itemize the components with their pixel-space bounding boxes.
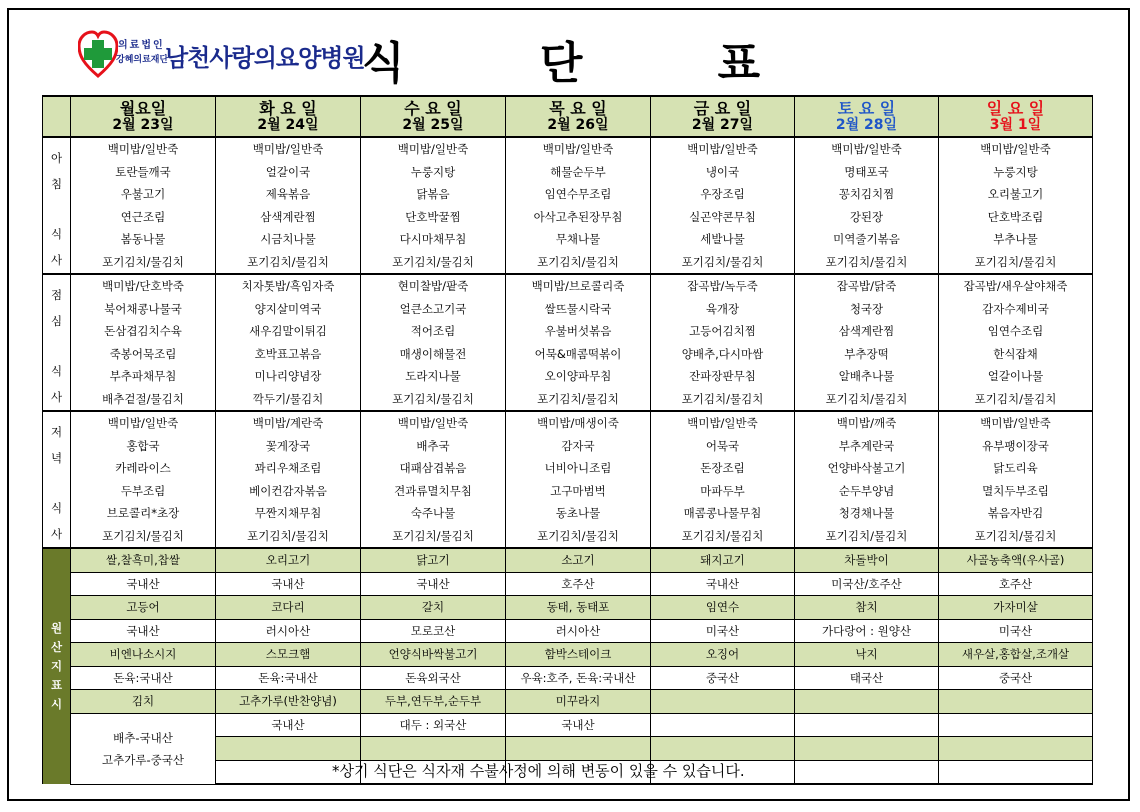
origin-cell: 미국산: [651, 619, 795, 643]
origin-cell: [939, 713, 1093, 737]
menu-item: 고등어김치찜: [651, 320, 795, 343]
menu-item: 치자톳밥/흑임자죽: [216, 274, 361, 298]
menu-item: 잔파장판무침: [651, 365, 795, 388]
menu-item: 어묵&매콤떡볶이: [506, 343, 651, 366]
menu-item: 해물순두부: [506, 161, 651, 184]
menu-item: 숙주나물: [361, 502, 506, 525]
menu-row: [43, 206, 1093, 229]
heart-cross-logo-icon: [78, 30, 118, 78]
menu-item: 너비아니조림: [506, 457, 651, 480]
menu-item: 토란들깨국: [71, 161, 216, 184]
menu-item: 꽃게장국: [216, 435, 361, 458]
menu-item: 알배추나물: [795, 365, 939, 388]
origin-cell: 참치: [795, 596, 939, 620]
day-name: 수 요 일: [404, 98, 462, 118]
menu-row: [43, 435, 1093, 458]
menu-item: 얼갈이나물: [939, 365, 1093, 388]
menu-row: [43, 320, 1093, 343]
menu-row: [43, 457, 1093, 480]
origin-row: [43, 596, 1093, 620]
origin-cell: 국내산: [71, 572, 216, 596]
origin-cell: [651, 713, 795, 737]
menu-item: 동초나물: [506, 502, 651, 525]
origin-cell: 김치: [71, 690, 216, 714]
menu-item: 포기김치/물김치: [651, 251, 795, 275]
menu-item: 닭도리육: [939, 457, 1093, 480]
menu-item: 포기김치/물김치: [361, 251, 506, 275]
menu-item: 유부팽이장국: [939, 435, 1093, 458]
origin-cell: 갈치: [361, 596, 506, 620]
day-date: 2월 28일: [835, 116, 898, 133]
menu-item: 미나리양념장: [216, 365, 361, 388]
day-date: 2월 23일: [112, 116, 174, 133]
origin-cell: 새우살,홍합살,조개살: [939, 643, 1093, 667]
menu-item: 깍두기/물김치: [216, 388, 361, 412]
logo-hospital-name: 남천사랑의요양병원: [165, 44, 365, 72]
menu-item: 세발나물: [651, 228, 795, 251]
menu-item: 대패삼겹볶음: [361, 457, 506, 480]
menu-item: 브로콜리*초장: [71, 502, 216, 525]
origin-cell: 쌀,찰흑미,찹쌀: [71, 548, 216, 572]
origin-cell: 호주산: [506, 572, 651, 596]
origin-cell: 돼지고기: [651, 548, 795, 572]
origin-cell: 모로코산: [361, 619, 506, 643]
menu-item: 양지살미역국: [216, 298, 361, 321]
logo-foundation-text: 강혜의료재단: [116, 55, 169, 65]
menu-item: 미역줄기볶음: [795, 228, 939, 251]
footnote: *상기 식단은 식자재 수불사정에 의해 변동이 있을 수 있습니다.: [332, 762, 745, 780]
day-name: 일 요 일: [986, 98, 1045, 118]
menu-item: 포기김치/물김치: [506, 251, 651, 275]
origin-cell: 언양식바싹불고기: [361, 643, 506, 667]
menu-item: 청경채나물: [795, 502, 939, 525]
menu-item: 육개장: [651, 298, 795, 321]
menu-item: 포기김치/물김치: [939, 525, 1093, 549]
menu-item: 매생이해물전: [361, 343, 506, 366]
menu-item: 부추파채무침: [71, 365, 216, 388]
menu-item: 명태포국: [795, 161, 939, 184]
menu-item: 포기김치/물김치: [939, 251, 1093, 275]
menu-item: 닭볶음: [361, 183, 506, 206]
day-header-row: [43, 96, 1093, 137]
menu-row: [43, 274, 1093, 298]
menu-item: 볶음자반김: [939, 502, 1093, 525]
origin-cell: [939, 737, 1093, 761]
menu-item: 백미밥/일반죽: [71, 137, 216, 161]
menu-item: 얼큰소고기국: [361, 298, 506, 321]
menu-row: [43, 365, 1093, 388]
menu-item: 포기김치/물김치: [71, 251, 216, 275]
menu-item: 백미밥/일반죽: [939, 411, 1093, 435]
origin-cell: 가자미살: [939, 596, 1093, 620]
menu-item: 잡곡밥/새우살야채죽: [939, 274, 1093, 298]
menu-item: 베이컨감자볶음: [216, 480, 361, 503]
menu-row: [43, 411, 1093, 435]
menu-item: 시금치나물: [216, 228, 361, 251]
vertical-label-text: 원 산 지 표 시: [50, 621, 63, 711]
origin-cell: 돈육:국내산: [216, 666, 361, 690]
origin-cell: 임연수: [651, 596, 795, 620]
menu-item: 봄동나물: [71, 228, 216, 251]
menu-row: [43, 502, 1093, 525]
menu-item: 포기김치/물김치: [506, 525, 651, 549]
menu-item: 고구마범벅: [506, 480, 651, 503]
day-name: 토 요 일: [837, 98, 896, 118]
origin-cell: 고등어: [71, 596, 216, 620]
menu-item: 백미밥/일반죽: [795, 137, 939, 161]
origin-row: [43, 572, 1093, 596]
menu-item: 부추나물: [939, 228, 1093, 251]
menu-item: 새우김말이튀김: [216, 320, 361, 343]
origin-cell: [795, 760, 939, 784]
origin-cell: 미국산/호주산: [795, 572, 939, 596]
menu-item: 쌀뜨물시락국: [506, 298, 651, 321]
menu-item: 죽봉어묵조림: [71, 343, 216, 366]
origin-cell: 사골농축액(우사골): [939, 548, 1093, 572]
menu-item: 배추국: [361, 435, 506, 458]
day-header: [506, 96, 651, 137]
menu-item: 포기김치/물김치: [361, 388, 506, 412]
origin-label: [43, 548, 71, 784]
origin-cell: 돈육외국산: [361, 666, 506, 690]
origin-cell: [651, 690, 795, 714]
menu-item: 우장조림: [651, 183, 795, 206]
origin-cell: [651, 737, 795, 761]
origin-cell: 국내산: [361, 572, 506, 596]
menu-row: [43, 137, 1093, 161]
menu-item: 오리불고기: [939, 183, 1093, 206]
day-date: 2월 27일: [691, 116, 754, 133]
menu-item: 부추계란국: [795, 435, 939, 458]
origin-cell: 낙지: [795, 643, 939, 667]
origin-cell: 오리고기: [216, 548, 361, 572]
menu-row: [43, 388, 1093, 412]
origin-cell: 대두 : 외국산: [361, 713, 506, 737]
menu-item: 양배추,다시마쌈: [651, 343, 795, 366]
origin-cell: 스모크햄: [216, 643, 361, 667]
origin-row: [43, 548, 1093, 572]
origin-cell: 동태, 동태포: [506, 596, 651, 620]
day-header: [651, 96, 795, 137]
menu-item: 다시마채무침: [361, 228, 506, 251]
origin-cell: 국내산: [506, 713, 651, 737]
menu-item: 현미찰밥/팥죽: [361, 274, 506, 298]
menu-item: 포기김치/물김치: [216, 525, 361, 549]
menu-row: [43, 298, 1093, 321]
origin-cell: 호주산: [939, 572, 1093, 596]
origin-cell: 중국산: [651, 666, 795, 690]
origin-note-line: 고추가루-중국산: [102, 752, 184, 767]
vertical-label-text: 아 침 식 사: [50, 150, 63, 267]
day-date: 2월 26일: [547, 116, 609, 133]
origin-row: [43, 713, 1093, 737]
menu-item: 무채나물: [506, 228, 651, 251]
origin-cell: 태국산: [795, 666, 939, 690]
menu-item: 백미밥/단호박죽: [71, 274, 216, 298]
menu-item: 잡곡밥/닭죽: [795, 274, 939, 298]
menu-item: 포기김치/물김치: [795, 388, 939, 412]
menu-item: 호박표고볶음: [216, 343, 361, 366]
origin-cell: 코다리: [216, 596, 361, 620]
menu-row: [43, 480, 1093, 503]
menu-item: 돈삼겹김치수육: [71, 320, 216, 343]
menu-item: 삼색계란찜: [216, 206, 361, 229]
day-header: [939, 96, 1093, 137]
menu-item: 오이양파무침: [506, 365, 651, 388]
vertical-label-text: 저 녁 식 사: [50, 424, 63, 541]
menu-item: 한식잡채: [939, 343, 1093, 366]
menu-item: 꽈리우채조림: [216, 457, 361, 480]
menu-item: 임연수무조림: [506, 183, 651, 206]
origin-cell: [795, 737, 939, 761]
menu-item: 삼색계란찜: [795, 320, 939, 343]
day-header: [361, 96, 506, 137]
menu-item: 부추장떡: [795, 343, 939, 366]
menu-item: 감자수제비국: [939, 298, 1093, 321]
menu-item: 북어채콩나물국: [71, 298, 216, 321]
menu-row: [43, 525, 1093, 549]
menu-item: 강된장: [795, 206, 939, 229]
menu-item: 백미밥/일반죽: [216, 137, 361, 161]
day-name: 목 요 일: [549, 98, 607, 118]
origin-cell: 두부,연두부,순두부: [361, 690, 506, 714]
origin-cell: 함박스테이크: [506, 643, 651, 667]
origin-cell: [939, 760, 1093, 784]
menu-item: 도라지나물: [361, 365, 506, 388]
origin-row: [43, 643, 1093, 667]
menu-item: 실곤약콘무침: [651, 206, 795, 229]
origin-cell: [795, 690, 939, 714]
day-header: [795, 96, 939, 137]
menu-item: 포기김치/물김치: [795, 525, 939, 549]
menu-item: 단호박조림: [939, 206, 1093, 229]
menu-item: 백미밥/브로콜리죽: [506, 274, 651, 298]
origin-cell: 국내산: [216, 572, 361, 596]
origin-cell: 국내산: [651, 572, 795, 596]
menu-item: 임연수조림: [939, 320, 1093, 343]
menu-item: 돈장조림: [651, 457, 795, 480]
menu-item: 매콤콩나물무침: [651, 502, 795, 525]
menu-row: [43, 343, 1093, 366]
origin-row: [43, 619, 1093, 643]
menu-item: 백미밥/매생이죽: [506, 411, 651, 435]
origin-cell: 국내산: [216, 713, 361, 737]
origin-cell: 오징어: [651, 643, 795, 667]
menu-item: 감자국: [506, 435, 651, 458]
menu-item: 마파두부: [651, 480, 795, 503]
origin-row: [43, 666, 1093, 690]
day-date: 2월 25일: [402, 116, 464, 133]
origin-cell: 돈육:국내산: [71, 666, 216, 690]
menu-item: 무짠지채무침: [216, 502, 361, 525]
menu-item: 언양바삭불고기: [795, 457, 939, 480]
origin-cell: 닭고기: [361, 548, 506, 572]
menu-item: 포기김치/물김치: [71, 525, 216, 549]
menu-item: 포기김치/물김치: [795, 251, 939, 275]
origin-cell: [506, 737, 651, 761]
menu-item: 견과류멸치무침: [361, 480, 506, 503]
origin-cell: 차돌박이: [795, 548, 939, 572]
menu-item: 우불고기: [71, 183, 216, 206]
menu-item: 아삭고추된장무침: [506, 206, 651, 229]
menu-item: 배추겉절/물김치: [71, 388, 216, 412]
menu-item: 백미밥/일반죽: [651, 411, 795, 435]
menu-item: 백미밥/일반죽: [939, 137, 1093, 161]
menu-item: 우불버섯볶음: [506, 320, 651, 343]
day-date: 3월 1일: [989, 116, 1042, 133]
origin-cell: 국내산: [71, 619, 216, 643]
menu-item: 두부조림: [71, 480, 216, 503]
menu-item: 연근조림: [71, 206, 216, 229]
origin-note-line: 배추-국내산: [113, 730, 173, 745]
origin-cell: [361, 737, 506, 761]
corner-cell: [43, 96, 71, 137]
hospital-logo: [78, 30, 365, 82]
menu-item: 적어조림: [361, 320, 506, 343]
origin-cell: 비엔나소시지: [71, 643, 216, 667]
menu-item: 잡곡밥/녹두죽: [651, 274, 795, 298]
origin-cell: 가다랑어 : 원양산: [795, 619, 939, 643]
origin-cell: 중국산: [939, 666, 1093, 690]
lunch-label: [43, 274, 71, 411]
menu-item: 포기김치/물김치: [651, 525, 795, 549]
menu-item: 단호박꿀찜: [361, 206, 506, 229]
menu-item: 홍합국: [71, 435, 216, 458]
origin-cell: 러시아산: [506, 619, 651, 643]
menu-item: 백미밥/일반죽: [361, 137, 506, 161]
menu-item: 멸치두부조림: [939, 480, 1093, 503]
menu-row: [43, 228, 1093, 251]
day-header: [71, 96, 216, 137]
page-title: 식 단 표: [362, 38, 821, 89]
menu-item: 제육볶음: [216, 183, 361, 206]
menu-row: [43, 183, 1093, 206]
origin-cell: 미국산: [939, 619, 1093, 643]
menu-item: 청국장: [795, 298, 939, 321]
menu-item: 카레라이스: [71, 457, 216, 480]
logo-corp-text: 의료법인: [118, 40, 165, 51]
breakfast-label: [43, 137, 71, 274]
origin-cell: [216, 737, 361, 761]
day-name: 금 요 일: [693, 98, 752, 118]
menu-item: 포기김치/물김치: [506, 388, 651, 412]
origin-row: [43, 690, 1093, 714]
day-header: [216, 96, 361, 137]
day-name: 월요일: [119, 98, 167, 118]
day-date: 2월 24일: [257, 116, 319, 133]
menu-item: 백미밥/일반죽: [651, 137, 795, 161]
menu-item: 누룽지탕: [361, 161, 506, 184]
vertical-label-text: 점 심 식 사: [50, 287, 63, 404]
menu-table: [42, 95, 1093, 785]
menu-item: 포기김치/물김치: [651, 388, 795, 412]
origin-note: [71, 713, 216, 784]
menu-row: [43, 161, 1093, 184]
menu-item: 얼갈이국: [216, 161, 361, 184]
origin-cell: 소고기: [506, 548, 651, 572]
menu-item: 어묵국: [651, 435, 795, 458]
origin-cell: 고추가루(반찬양념): [216, 690, 361, 714]
menu-item: 냉이국: [651, 161, 795, 184]
menu-item: 백미밥/일반죽: [361, 411, 506, 435]
menu-item: 포기김치/물김치: [361, 525, 506, 549]
menu-item: 포기김치/물김치: [939, 388, 1093, 412]
day-name: 화 요 일: [259, 98, 317, 118]
dinner-label: [43, 411, 71, 548]
origin-cell: 우육:호주, 돈육:국내산: [506, 666, 651, 690]
origin-cell: 러시아산: [216, 619, 361, 643]
menu-item: 백미밥/일반죽: [506, 137, 651, 161]
menu-item: 백미밥/깨죽: [795, 411, 939, 435]
menu-item: 누룽지탕: [939, 161, 1093, 184]
origin-cell: 미꾸라지: [506, 690, 651, 714]
menu-item: 백미밥/계란죽: [216, 411, 361, 435]
menu-item: 순두부양념: [795, 480, 939, 503]
menu-row: [43, 251, 1093, 275]
origin-cell: [939, 690, 1093, 714]
menu-item: 포기김치/물김치: [216, 251, 361, 275]
origin-cell: [795, 713, 939, 737]
menu-item: 백미밥/일반죽: [71, 411, 216, 435]
menu-item: 꽁치김치찜: [795, 183, 939, 206]
